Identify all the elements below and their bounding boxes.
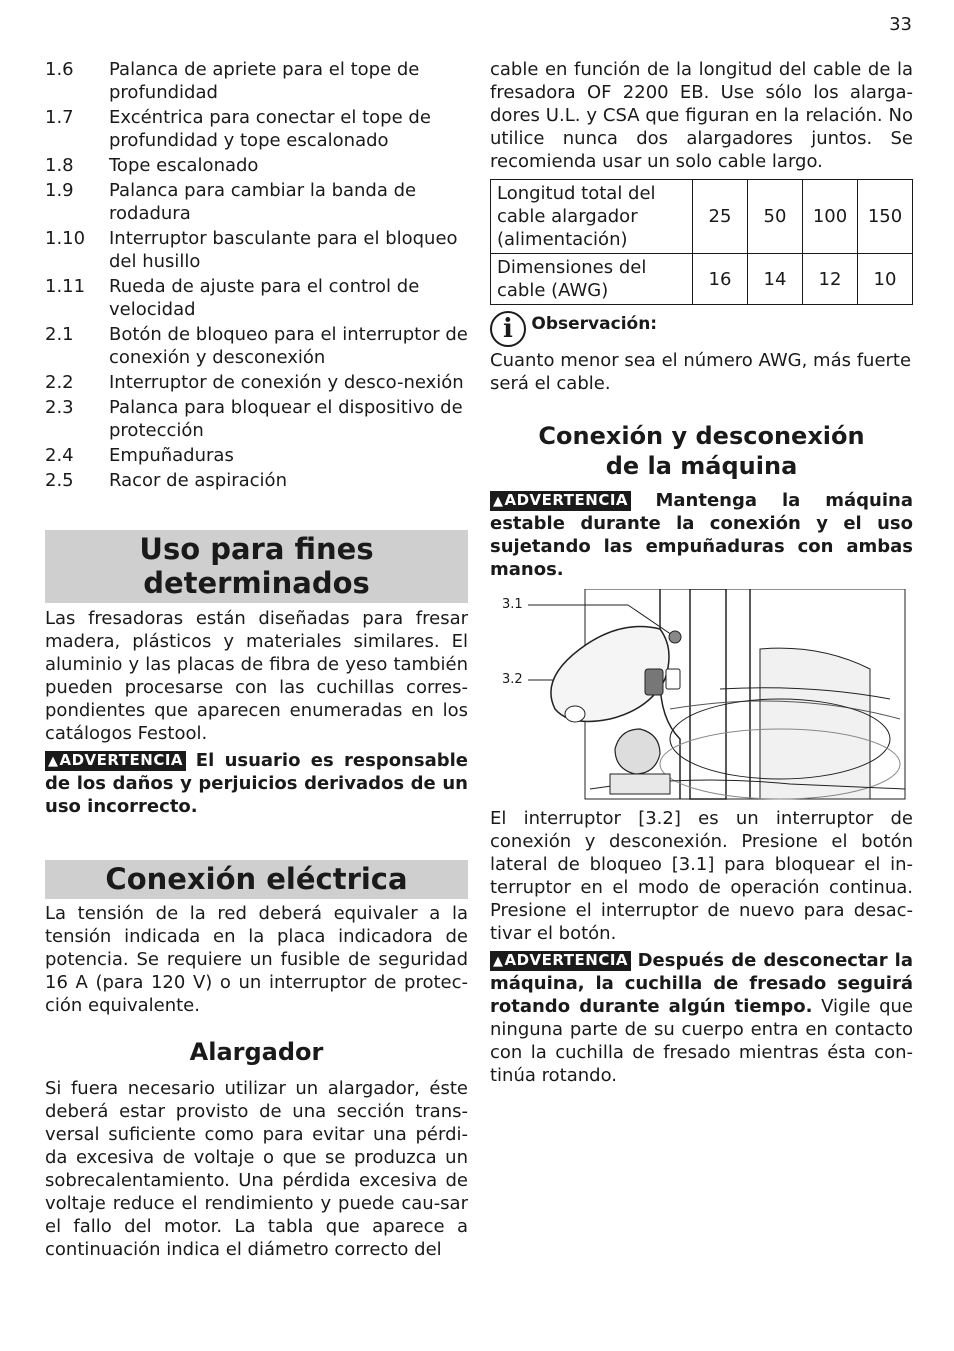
awg-table bbox=[490, 179, 913, 305]
warning-badge: ▲ADVERTENCIA bbox=[45, 751, 186, 771]
section-heading-uso: Uso para fines determinados bbox=[45, 530, 468, 603]
list-item: 2.5 Racor de aspiración bbox=[45, 470, 287, 491]
list-item: 1.7 Excéntrica para conectar el tope de profundidad y tope escalonado bbox=[45, 107, 431, 151]
maquina-body: El interruptor [3.2] es un interruptor de conexión y desconexión. Presione el botón lateral de bloqueo [3.1] para bloquear el in-terruptor en el modo de operación continua. Presione el interruptor de nuevo para desac-tivar el botón. bbox=[490, 808, 913, 944]
list-item: 1.10 Interruptor basculante para el bloqueo del husillo bbox=[45, 228, 458, 272]
list-item: 1.6 Palanca de apriete para el tope de profundidad bbox=[45, 59, 420, 103]
callout-label: 3.2 bbox=[502, 672, 523, 687]
observacion-text: Cuanto menor sea el número AWG, más fuerte será el cable. bbox=[490, 350, 912, 394]
callout-label: 3.1 bbox=[502, 597, 523, 612]
alargador-heading: Alargador bbox=[189, 1038, 324, 1066]
alargador-body-cont: cable en función de la longitud del cable de la fresadora OF 2200 EB. Use sólo los alarga-dores U.L. y CSA que figuran en la relación. No utilice nunca dos alargadores juntos. Se recomienda usar un solo cable largo. bbox=[490, 59, 913, 172]
observacion-heading: i Observación: bbox=[490, 311, 913, 347]
warning-badge: ▲ADVERTENCIA bbox=[490, 491, 631, 511]
warning-triangle-icon: ▲ bbox=[493, 954, 504, 969]
warning-triangle-icon: ▲ bbox=[493, 494, 504, 509]
list-item: 2.1 Botón de bloqueo para el interruptor de conexión y desconexión bbox=[45, 324, 468, 368]
warning-triangle-icon: ▲ bbox=[48, 754, 59, 769]
maquina-warning-2: ▲ADVERTENCIA Después de desconectar la máquina, la cuchilla de fresado seguirá rotando durante algún tiempo. Vigile que ninguna parte de su cuerpo entra en contacto con la cuchilla de fresado mientras ésta con-tinúa rotando. bbox=[490, 950, 913, 1086]
conexion-body: La tensión de la red deberá equivaler a la tensión indicada en la placa indicadora de potencia. Se requiere un fusible de seguridad 16 A (para 120 V) o un interruptor de protec-ción equivalente. bbox=[45, 903, 468, 1016]
section-heading-conexion: Conexión eléctrica bbox=[45, 860, 468, 899]
list-item: 1.9 Palanca para cambiar la banda de rodadura bbox=[45, 180, 417, 224]
list-item: 1.8 Tope escalonado bbox=[45, 155, 259, 176]
table-row: Dimensiones del cable (AWG) 16 14 12 10 bbox=[491, 254, 913, 305]
uso-warning: ▲ADVERTENCIA El usuario es responsable de los daños y perjuicios derivados de un uso incorrecto. bbox=[45, 750, 468, 817]
page-number: 33 bbox=[889, 14, 912, 35]
list-item: 2.4 Empuñaduras bbox=[45, 445, 234, 466]
warning-badge: ▲ADVERTENCIA bbox=[490, 951, 631, 971]
uso-body: Las fresadoras están diseñadas para fresar madera, plásticos y materiales similares. El aluminio y las placas de fibra de yeso también pueden procesarse con las cuchillas corres-pondientes que aparecen enumeradas en los catálogos Festool. bbox=[45, 608, 468, 744]
right-column bbox=[490, 58, 913, 1087]
maquina-warning: ▲ADVERTENCIA Mantenga la máquina estable durante la conexión y el uso sujetando las empuñaduras con ambas manos. bbox=[490, 490, 913, 580]
left-column bbox=[45, 58, 468, 1261]
alargador-body: Si fuera necesario utilizar un alargador, éste deberá estar provisto de una sección trans-versal suficiente como para evitar una pérdi-da excesiva de voltaje o que se produzca un sobrecalentamiento. Una pérdida excesiva de voltaje reduce el rendimiento y puede cau-sar el fallo del motor. La tabla que aparece a continuación indica el diámetro correcto del bbox=[45, 1078, 468, 1260]
list-item: 2.3 Palanca para bloquear el dispositivo de protección bbox=[45, 397, 463, 441]
router-illustration bbox=[490, 589, 913, 801]
table-row: Longitud total del cable alargador (alimentación) 25 50 100 150 bbox=[491, 180, 913, 254]
router-switch-figure bbox=[490, 589, 913, 801]
list-item: 1.11 Rueda de ajuste para el control de velocidad bbox=[45, 276, 420, 320]
parts-list bbox=[45, 58, 468, 492]
list-item: 2.2 Interruptor de conexión y desco-nexión bbox=[45, 372, 464, 393]
maquina-heading: Conexión y desconexión de la máquina bbox=[538, 422, 865, 480]
info-icon: i bbox=[490, 311, 526, 347]
